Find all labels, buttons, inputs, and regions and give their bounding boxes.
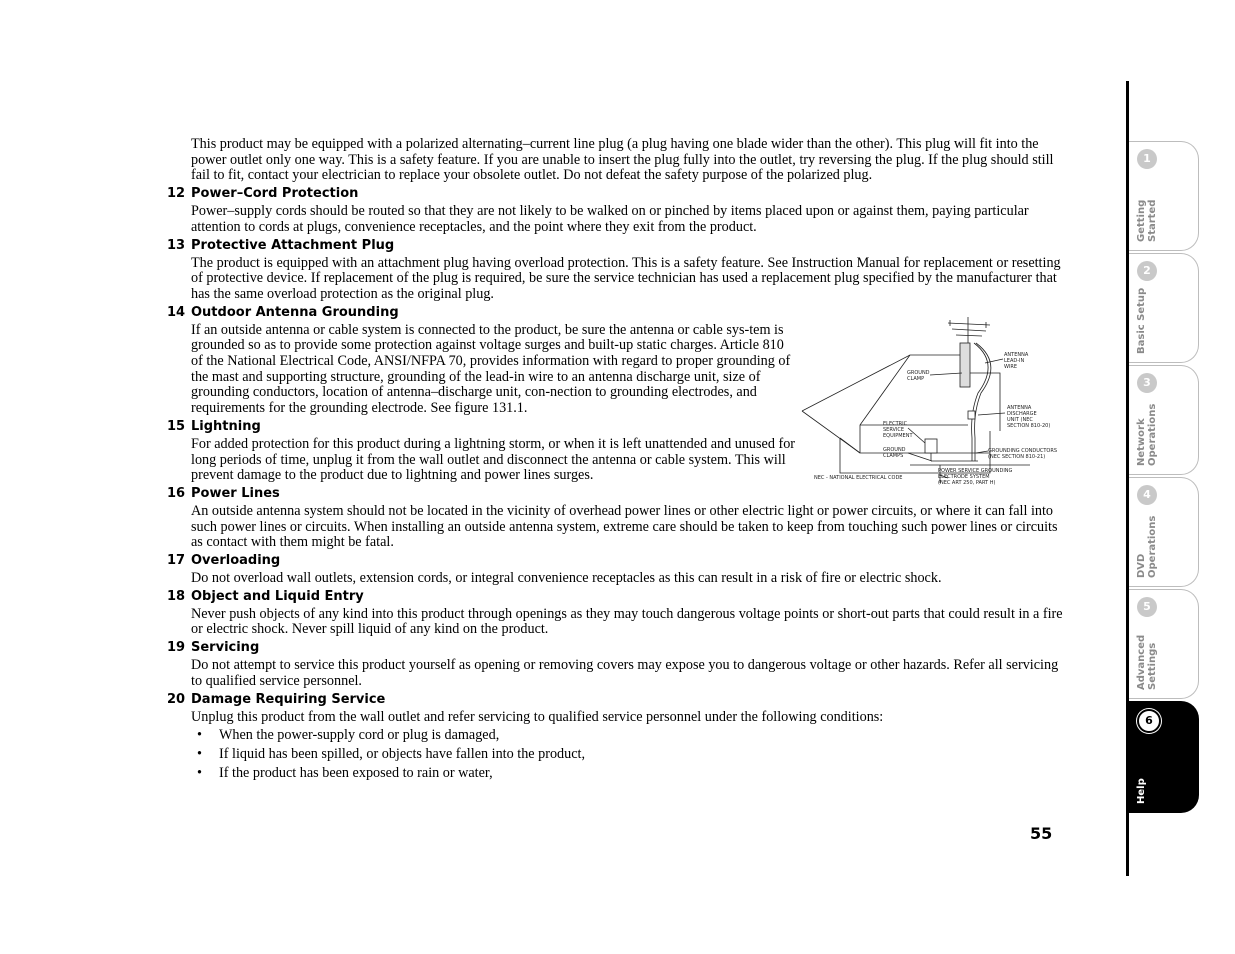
tab-label: Advanced Settings — [1136, 634, 1158, 690]
diagram-label-ground-clamps: GROUND CLAMPS — [883, 447, 906, 459]
diagram-label-power-service: POWER SERVICE GROUNDING ELECTRODE SYSTEM (NEC ART 250, PART H) — [938, 468, 1013, 485]
tab-help[interactable] — [1129, 701, 1199, 813]
bullet-icon: • — [197, 765, 202, 782]
tab-dvd-operations[interactable] — [1129, 477, 1199, 587]
bullet-icon: • — [197, 727, 202, 744]
intro-paragraph: This product may be equipped with a polarized alternating–current line plug (a plug having one blade wider than the other). This plug will fit into the power outlet only one way. This is a safety feature. If you are unable to insert the plug fully into the outlet, try reversing the plug. If the plug should still fail to fit, contact your electrician to replace your obsolete outlet. Do not defeat the safety purpose of the polarized plug. — [191, 136, 1054, 184]
bullet-icon: • — [197, 746, 202, 763]
diagram-label-nec: NEC - NATIONAL ELECTRICAL CODE — [814, 475, 903, 481]
section-18-heading — [167, 589, 1072, 604]
tab-getting-started[interactable] — [1129, 141, 1199, 251]
tab-label: Network Operations — [1136, 403, 1158, 466]
section-15-text: For added protection for this product during a lightning storm, or when it is left unattended and unused for long periods of time, unplug it from the wall outlet and disconnect the antenna or cable system. This will prevent damage to the product due to lightning and power lines surges. — [191, 435, 796, 484]
diagram-label-ground-clamp: GROUND CLAMP — [907, 370, 930, 382]
list-item — [191, 765, 1072, 781]
section-16-heading — [167, 486, 1072, 501]
section-12-heading — [167, 186, 1072, 201]
list-item — [191, 727, 1072, 743]
section-title: Power–Cord Protection — [191, 186, 359, 202]
list-item-text: When the power-supply cord or plug is damaged, — [219, 727, 500, 744]
section-number: 16 — [167, 485, 186, 501]
section-title: Lightning — [191, 418, 261, 434]
tab-label: Basic Setup — [1136, 287, 1147, 354]
section-title: Power Lines — [191, 485, 280, 501]
chapter-4-icon: 4 — [1137, 485, 1157, 505]
section-number: 13 — [167, 237, 186, 253]
tab-basic-setup[interactable] — [1129, 253, 1199, 363]
section-number: 19 — [167, 640, 186, 656]
section-title: Damage Requiring Service — [191, 691, 386, 707]
section-13-text: The product is equipped with an attachment plug having overload protection. This is a safety feature. See Instruction Manual for replacement or resetting of protective device. If replacement of the plug is required, be sure the service technician has used a replacement plug specified by the manufacturer that has the same overload protection as the original plug. — [191, 254, 1061, 302]
section-title: Servicing — [191, 640, 260, 656]
diagram-label-lead-in: ANTENNA LEAD-IN WIRE — [1004, 352, 1029, 370]
section-13-heading — [167, 238, 1072, 253]
chapter-2-icon: 2 — [1137, 261, 1157, 281]
section-number: 17 — [167, 553, 186, 569]
section-title: Object and Liquid Entry — [191, 588, 364, 604]
diagram-label-electric-service: ELECTRIC SERVICE EQUIPMENT — [883, 421, 913, 439]
section-17-heading — [167, 553, 1072, 568]
conditions-list — [191, 727, 1072, 781]
section-17-text: Do not overload wall outlets, extension cords, or integral convenience receptacles as this can result in a risk of fire or electric shock. — [191, 570, 942, 587]
chapter-5-icon: 5 — [1137, 597, 1157, 617]
tab-advanced-settings[interactable] — [1129, 589, 1199, 699]
page-number: 55 — [1030, 824, 1053, 843]
section-16-text: An outside antenna system should not be located in the vicinity of overhead power lines or other electric light or power circuits, or where it can fall into such power lines or circuits. When installing an outside antenna system, extreme care should be taken to keep from touching such power lines or circuits as contact with them might be fatal. — [191, 502, 1058, 551]
antenna-grounding-diagram — [800, 313, 1065, 485]
list-item — [191, 746, 1072, 762]
section-20-heading — [167, 692, 1072, 707]
section-title: Overloading — [191, 553, 281, 569]
section-title: Outdoor Antenna Grounding — [191, 304, 399, 320]
section-20-text: Unplug this product from the wall outlet and refer servicing to qualified service personnel under the following conditions: — [191, 708, 884, 725]
section-19-text: Do not attempt to service this product yourself as opening or removing covers may expose you to dangerous voltage or other hazards. Refer all servicing to qualified service personnel. — [191, 657, 1059, 689]
tab-network-operations[interactable] — [1129, 365, 1199, 475]
tab-label: DVD Operations — [1136, 515, 1158, 578]
tab-label: Getting Started — [1136, 199, 1158, 242]
section-number: 20 — [167, 691, 186, 707]
chapter-6-icon: 6 — [1137, 709, 1161, 733]
list-item-text: If liquid has been spilled, or objects have fallen into the product, — [219, 746, 586, 763]
chapter-1-icon: 1 — [1137, 149, 1157, 169]
diagram-label-grounding-conductors: GROUNDING CONDUCTORS (NEC SECTION 810-21) — [988, 448, 1058, 460]
tab-label: Help — [1136, 778, 1147, 804]
section-title: Protective Attachment Plug — [191, 237, 395, 253]
section-19-heading — [167, 640, 1072, 655]
section-12-text: Power–supply cords should be routed so that they are not likely to be walked on or pinched by items placed upon or against them, paying particular attention to cords at plugs, convenience receptacles, and the point where they exit from the product. — [191, 203, 1029, 235]
chapter-3-icon: 3 — [1137, 373, 1157, 393]
section-number: 12 — [167, 186, 186, 202]
section-number: 14 — [167, 304, 186, 320]
section-18-text: Never push objects of any kind into this product through openings as they may touch dangerous voltage points or short-out parts that could result in a fire or electric shock. Never spill liquid of any kind on the product. — [191, 605, 1063, 638]
section-number: 18 — [167, 588, 186, 604]
section-14-text: If an outside antenna or cable system is connected to the product, be sure the antenna or cable sys-tem is grounded so as to provide some protection against voltage surges and built-up static charges. Article 810 of the National Electrical Code, ANSI/NFPA 70, provides information with regard to proper grounding of the mast and supporting structure, grounding of the lead-in wire to an antenna discharge unit, size of grounding conductors, location of antenna–discharge unit, con-nection to grounding electrodes, and requirements for the grounding electrode. See figure 131.1. — [191, 321, 791, 417]
section-number: 15 — [167, 418, 186, 434]
diagram-label-discharge-unit: ANTENNA DISCHARGE UNIT (NEC SECTION 810-20) — [1007, 405, 1051, 429]
list-item-text: If the product has been exposed to rain or water, — [219, 765, 493, 782]
